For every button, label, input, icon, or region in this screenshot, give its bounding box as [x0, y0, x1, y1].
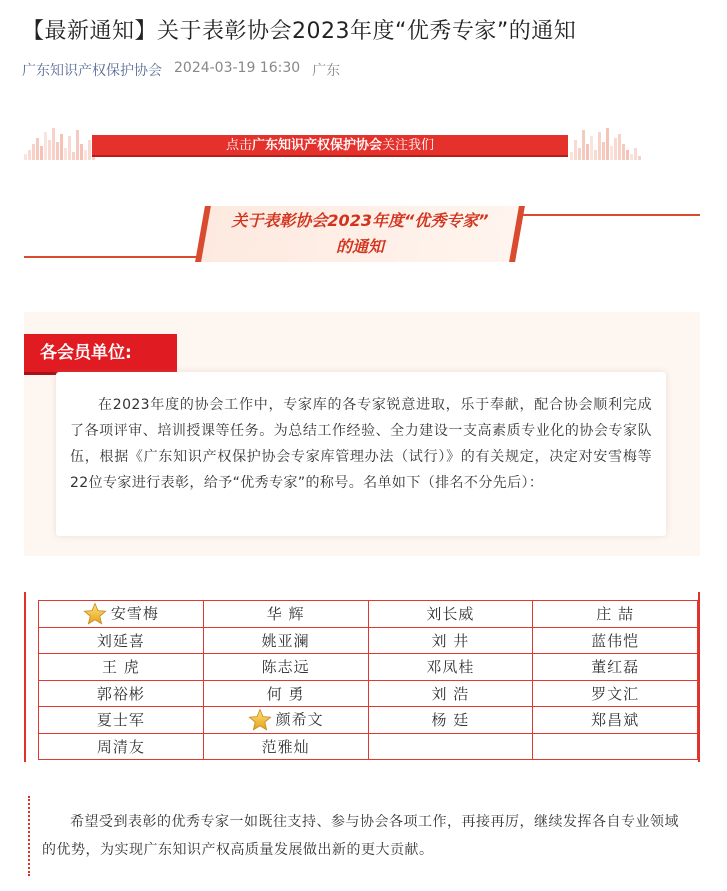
- name-cell: [39, 680, 204, 707]
- name-cell: [39, 654, 204, 681]
- decor-bar: [570, 152, 573, 160]
- expert-name: 何 勇: [266, 684, 305, 703]
- follow-org: 广东知识产权保护协会: [251, 138, 382, 153]
- header-banner: [200, 206, 520, 262]
- expert-name: 郭裕彬: [96, 684, 145, 703]
- table-row: [39, 601, 698, 628]
- expert-name-table: [38, 600, 698, 760]
- name-cell: [203, 627, 368, 654]
- member-units-tag: 各会员单位:: [24, 334, 177, 372]
- star-icon: [83, 602, 107, 626]
- decor-bar: [598, 132, 601, 160]
- decor-bar: [602, 142, 605, 160]
- intro-paragraph: 在2023年度的协会工作中，专家库的各专家锐意进取，乐于奉献，配合协会顺利完成了各项评审、培训授课等任务。为总结工作经验、全力建设一支高素质专业化的协会专家队伍，根据《广东知识产权保护协会专家库管理办法（试行）》的有关规定，决定对安雪梅等22位专家进行表彰，给予“优秀专家”的称号。名单如下（排名不分先后）：: [56, 372, 666, 536]
- decor-bar: [614, 138, 617, 160]
- name-cell: [203, 601, 368, 628]
- header-line2: 的通知: [335, 237, 384, 256]
- expert-name: 刘 浩: [431, 684, 470, 703]
- star-icon: [248, 708, 272, 732]
- decor-bar: [582, 130, 585, 160]
- decor-bar: [24, 154, 27, 160]
- name-cell: [203, 680, 368, 707]
- name-cell: [203, 707, 368, 734]
- closing-divider: [28, 796, 30, 876]
- expert-name: 刘 井: [431, 631, 470, 650]
- decor-bar: [622, 144, 625, 160]
- name-cell: [368, 601, 533, 628]
- name-cell: [533, 601, 698, 628]
- table-row: [39, 733, 698, 760]
- follow-prefix: 点击: [225, 138, 252, 153]
- name-cell: [368, 733, 533, 760]
- table-row: [39, 680, 698, 707]
- expert-name: 杨 廷: [431, 711, 470, 730]
- header-divider-right: [520, 214, 700, 216]
- name-cell: [368, 680, 533, 707]
- decor-bar: [76, 130, 79, 160]
- closing-paragraph: 希望受到表彰的优秀专家一如既往支持、参与协会各项工作，再接再厉，继续发挥各自专业领域的优势，为实现广东知识产权高质量发展做出新的更大贡献。: [42, 814, 679, 858]
- expert-name: 郑昌斌: [591, 711, 640, 730]
- article-source-link[interactable]: 广东知识产权保护协会: [22, 63, 162, 79]
- name-cell: [39, 601, 204, 628]
- decor-bar: [72, 152, 75, 160]
- article-meta: [22, 60, 340, 80]
- decor-bar: [64, 148, 67, 160]
- decor-bar: [52, 128, 55, 160]
- expert-name: 罗文汇: [591, 684, 640, 703]
- decor-bar: [32, 144, 35, 160]
- expert-name: 王 虎: [101, 658, 140, 677]
- decor-bar: [60, 134, 63, 160]
- decor-bar: [610, 146, 613, 160]
- follow-suffix: 关注我们: [382, 138, 435, 153]
- decor-bar: [48, 140, 51, 160]
- name-cell: [39, 707, 204, 734]
- expert-name: 刘长威: [426, 605, 475, 624]
- name-cell: [533, 627, 698, 654]
- name-cell: [39, 733, 204, 760]
- decor-bar: [88, 140, 91, 160]
- follow-banner[interactable]: [24, 124, 640, 160]
- expert-name: 周清友: [96, 737, 145, 756]
- name-cell: [533, 707, 698, 734]
- expert-name: 颜希文: [275, 710, 324, 729]
- table-row: [39, 707, 698, 734]
- decor-bar: [630, 154, 633, 160]
- name-cell: [533, 654, 698, 681]
- article-title: 【最新通知】关于表彰协会2023年度“优秀专家”的通知: [22, 19, 577, 44]
- expert-name: 姚亚澜: [261, 631, 310, 650]
- expert-name: 邓凤桂: [426, 658, 475, 677]
- expert-name: 董红磊: [591, 658, 640, 677]
- expert-name: 夏士军: [96, 711, 145, 730]
- header-divider-left: [24, 256, 200, 258]
- name-cell: [368, 654, 533, 681]
- name-cell: [533, 733, 698, 760]
- decor-bar: [638, 156, 641, 160]
- table-row: [39, 627, 698, 654]
- decor-bar: [594, 150, 597, 160]
- expert-name: 华 辉: [266, 605, 305, 624]
- decor-bars-left: [24, 124, 94, 160]
- name-cell: [203, 733, 368, 760]
- decor-bar: [574, 140, 577, 160]
- name-cell: [39, 627, 204, 654]
- name-cell: [368, 707, 533, 734]
- decor-bar: [84, 150, 87, 160]
- expert-name: 庄 喆: [596, 605, 635, 624]
- decor-bar: [590, 136, 593, 160]
- article-date: 2024-03-19 16:30: [174, 60, 301, 76]
- decor-bar: [36, 138, 39, 160]
- follow-bar[interactable]: [92, 135, 568, 157]
- decor-bar: [44, 132, 47, 160]
- expert-name: 陈志远: [261, 658, 310, 677]
- table-row: [39, 654, 698, 681]
- decor-bar: [80, 144, 83, 160]
- expert-name: 蓝伟恺: [591, 631, 640, 650]
- decor-bar: [626, 150, 629, 160]
- decor-bar: [28, 150, 31, 160]
- decor-bar: [634, 148, 637, 160]
- decor-bar: [68, 136, 71, 160]
- decor-bar: [586, 144, 589, 160]
- header-line1: 关于表彰协会2023年度“优秀专家”: [231, 211, 489, 230]
- name-cell: [533, 680, 698, 707]
- name-cell: [203, 654, 368, 681]
- decor-bar: [40, 146, 43, 160]
- name-cell: [368, 627, 533, 654]
- decor-bar: [56, 142, 59, 160]
- expert-name: 范雅灿: [261, 737, 310, 756]
- expert-name: 安雪梅: [110, 604, 159, 623]
- decor-bar: [618, 134, 621, 160]
- article-location: 广东: [312, 63, 341, 79]
- decor-bar: [578, 148, 581, 160]
- expert-name: 刘延喜: [96, 631, 145, 650]
- decor-bar: [606, 128, 609, 160]
- decor-bars-right: [570, 124, 640, 160]
